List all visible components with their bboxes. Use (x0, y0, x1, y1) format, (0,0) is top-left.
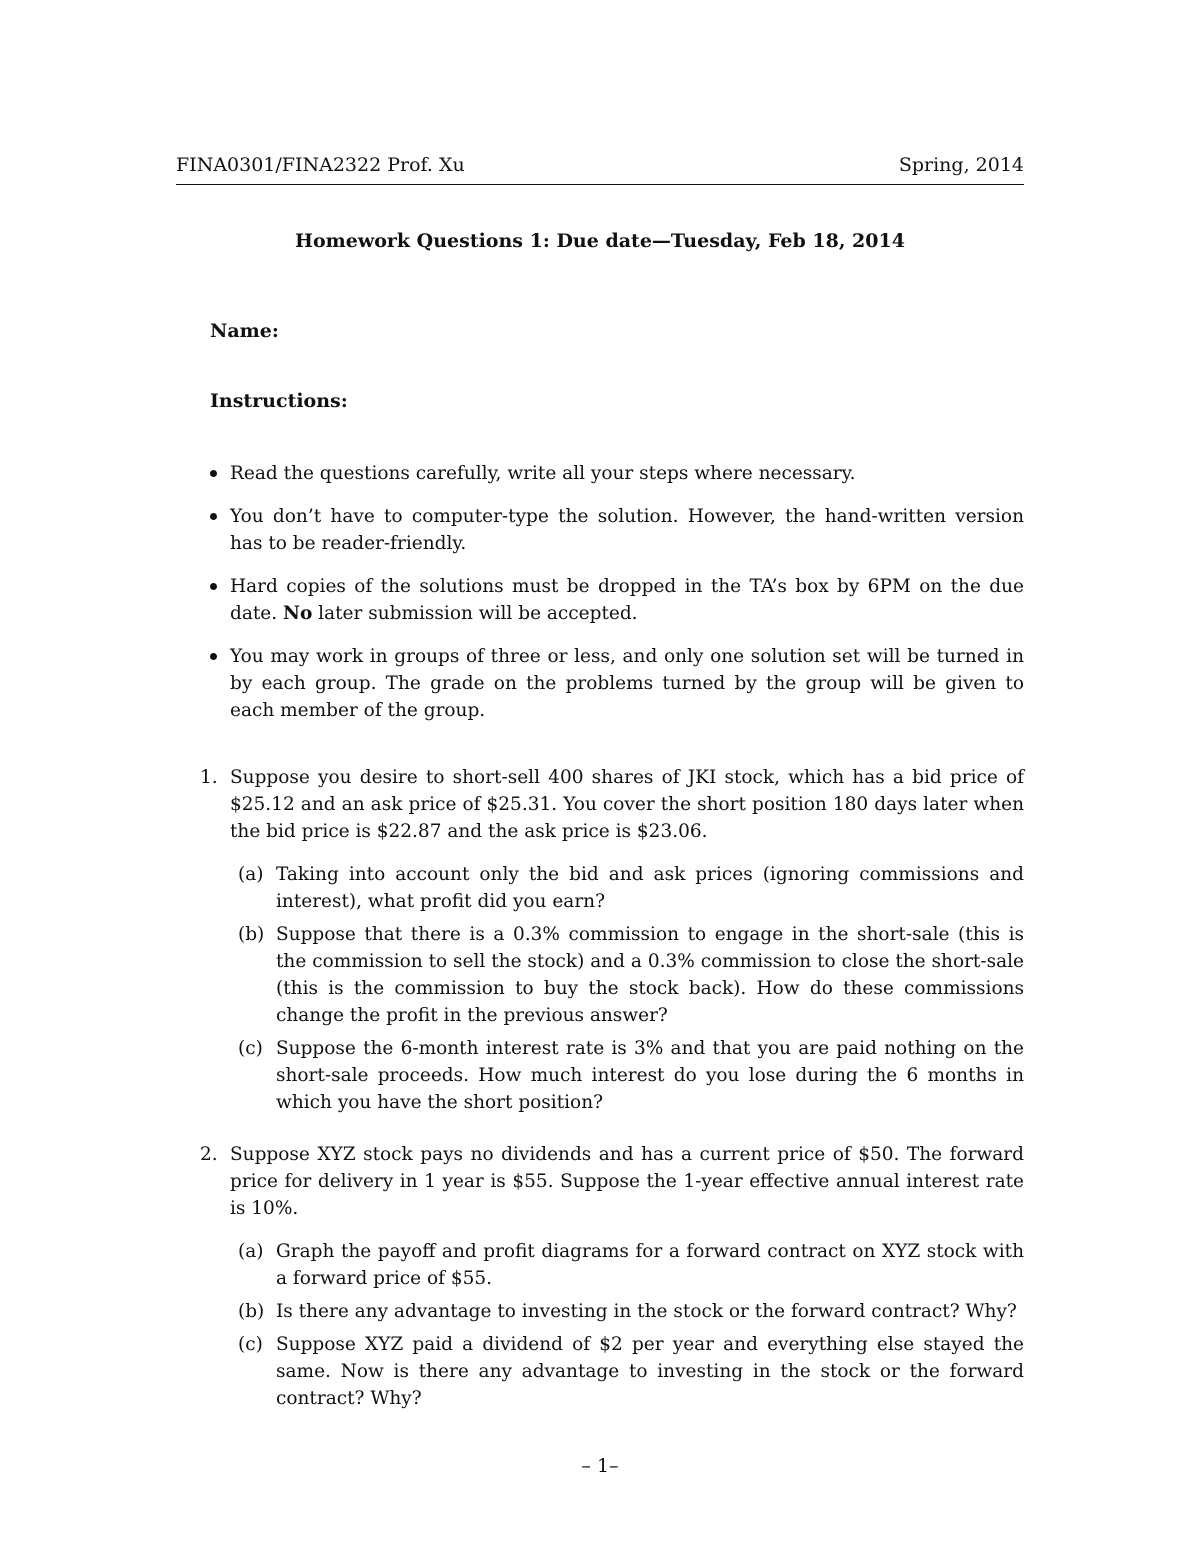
part-text: Suppose that there is a 0.3% commission to engage in the short-sale (this is the commission to sell the stock) and a 0.3% commission to close the short-sale (this is the commission to buy the stock back). How do these commissions change the profit in the previous answer? (276, 924, 1024, 1026)
question-part (230, 861, 1024, 915)
instruction-text-part: Hard copies of the solutions must be dropped in the TA’s box by 6PM on the due date. (230, 576, 1024, 624)
question-parts (230, 861, 1024, 1116)
course-label: FINA0301/FINA2322 Prof. Xu (176, 154, 465, 176)
part-text: Suppose XYZ paid a dividend of $2 per year and everything else stayed the same. Now is there any advantage to investing in the stock or the forward contract? Why? (276, 1334, 1024, 1409)
question-number: 2. (200, 1144, 218, 1165)
part-text: Is there any advantage to investing in the stock or the forward contract? Why? (276, 1301, 1017, 1322)
term-label: Spring, 2014 (898, 154, 1024, 176)
question-2-block (176, 1141, 1024, 1418)
page-header (176, 154, 1024, 185)
question-number: 1. (200, 767, 218, 788)
bullet-icon (210, 653, 217, 660)
question-part (230, 1298, 1024, 1325)
instruction-item (210, 573, 1024, 627)
instruction-text: Read the questions carefully, write all your steps where necessary. (230, 463, 856, 484)
instruction-text-part: later submission will be accepted. (312, 603, 638, 624)
part-label: (b) (238, 924, 265, 945)
instruction-emphasis: No (283, 603, 313, 624)
question-part (230, 1238, 1024, 1292)
instruction-item (210, 460, 1024, 487)
part-text: Taking into account only the bid and ask prices (ignoring commissions and interest), what profit did you earn? (276, 864, 1024, 912)
question-item (176, 764, 1024, 1116)
part-label: (c) (238, 1334, 263, 1355)
name-label: Name: (210, 320, 279, 342)
question-part (230, 1035, 1024, 1116)
instruction-text: You don’t have to computer-type the solution. However, the hand-written version has to be reader-friendly. (230, 506, 1024, 554)
page-title: Homework Questions 1: Due date—Tuesday, Feb 18, 2014 (295, 230, 905, 252)
instruction-item (210, 643, 1024, 724)
instruction-text: You may work in groups of three or less, and only one solution set will be turned in by each group. The grade on the problems turned by the group will be given to each member of the group. (230, 646, 1024, 721)
bullet-icon (210, 513, 217, 520)
question-text: Suppose you desire to short-sell 400 shares of JKI stock, which has a bid price of $25.12 and an ask price of $25.31. You cover the short position 180 days later when the bid price is $22.87 and the ask price is $23.06. (230, 767, 1024, 842)
bullet-icon (210, 583, 217, 590)
page-number: – 1– (581, 1455, 619, 1477)
part-text: Graph the payoff and profit diagrams for a forward contract on XYZ stock with a forward price of $55. (276, 1241, 1024, 1289)
instruction-item (210, 503, 1024, 557)
part-text: Suppose the 6-month interest rate is 3% and that you are paid nothing on the short-sale proceeds. How much interest do you lose during the 6 months in which you have the short position? (276, 1038, 1024, 1113)
instructions-heading: Instructions: (210, 390, 348, 412)
part-label: (c) (238, 1038, 263, 1059)
part-label: (a) (238, 1241, 264, 1262)
question-part (230, 921, 1024, 1029)
bullet-icon (210, 470, 217, 477)
instructions-list (210, 460, 1024, 740)
question-1-block (176, 764, 1024, 1122)
part-label: (a) (238, 864, 264, 885)
question-text: Suppose XYZ stock pays no dividends and has a current price of $50. The forward price for delivery in 1 year is $55. Suppose the 1-year effective annual interest rate is 10%. (230, 1144, 1024, 1219)
part-label: (b) (238, 1301, 265, 1322)
question-item (176, 1141, 1024, 1412)
question-part (230, 1331, 1024, 1412)
question-parts (230, 1238, 1024, 1412)
